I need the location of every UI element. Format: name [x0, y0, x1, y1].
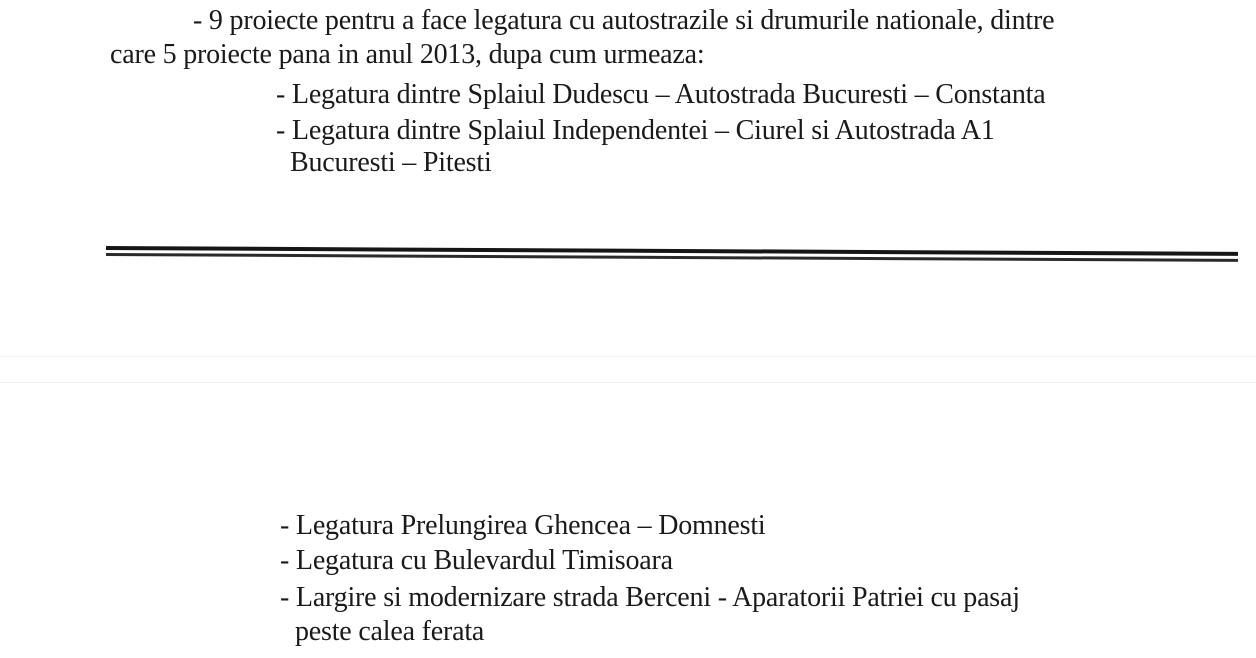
list-item-strada-berceni-continued: peste calea ferata: [295, 616, 485, 647]
list-item-splaiul-independentei: - Legatura dintre Splaiul Independentei – Ciurel si Autostrada A1: [276, 115, 995, 146]
list-item-splaiul-dudescu: - Legatura dintre Splaiul Dudescu – Autostrada Bucuresti – Constanta: [276, 79, 1046, 110]
list-item-splaiul-independentei-continued: Bucuresti – Pitesti: [290, 147, 492, 178]
page-separator: [0, 356, 1256, 383]
list-item-bulevardul-timisoara: - Legatura cu Bulevardul Timisoara: [280, 545, 673, 576]
list-item-prelungirea-ghencea: - Legatura Prelungirea Ghencea – Domnesti: [280, 510, 766, 541]
document-page-bottom: [0, 383, 1256, 658]
text-line-projects-intro: - 9 proiecte pentru a face legatura cu autostrazile si drumurile nationale, dintre: [193, 5, 1055, 36]
list-item-strada-berceni: - Largire si modernizare strada Berceni - Aparatorii Patriei cu pasaj: [280, 582, 1020, 613]
text-line-projects-intro-continued: care 5 proiecte pana in anul 2013, dupa cum urmeaza:: [110, 39, 705, 70]
double-horizontal-rule: [106, 245, 1238, 265]
